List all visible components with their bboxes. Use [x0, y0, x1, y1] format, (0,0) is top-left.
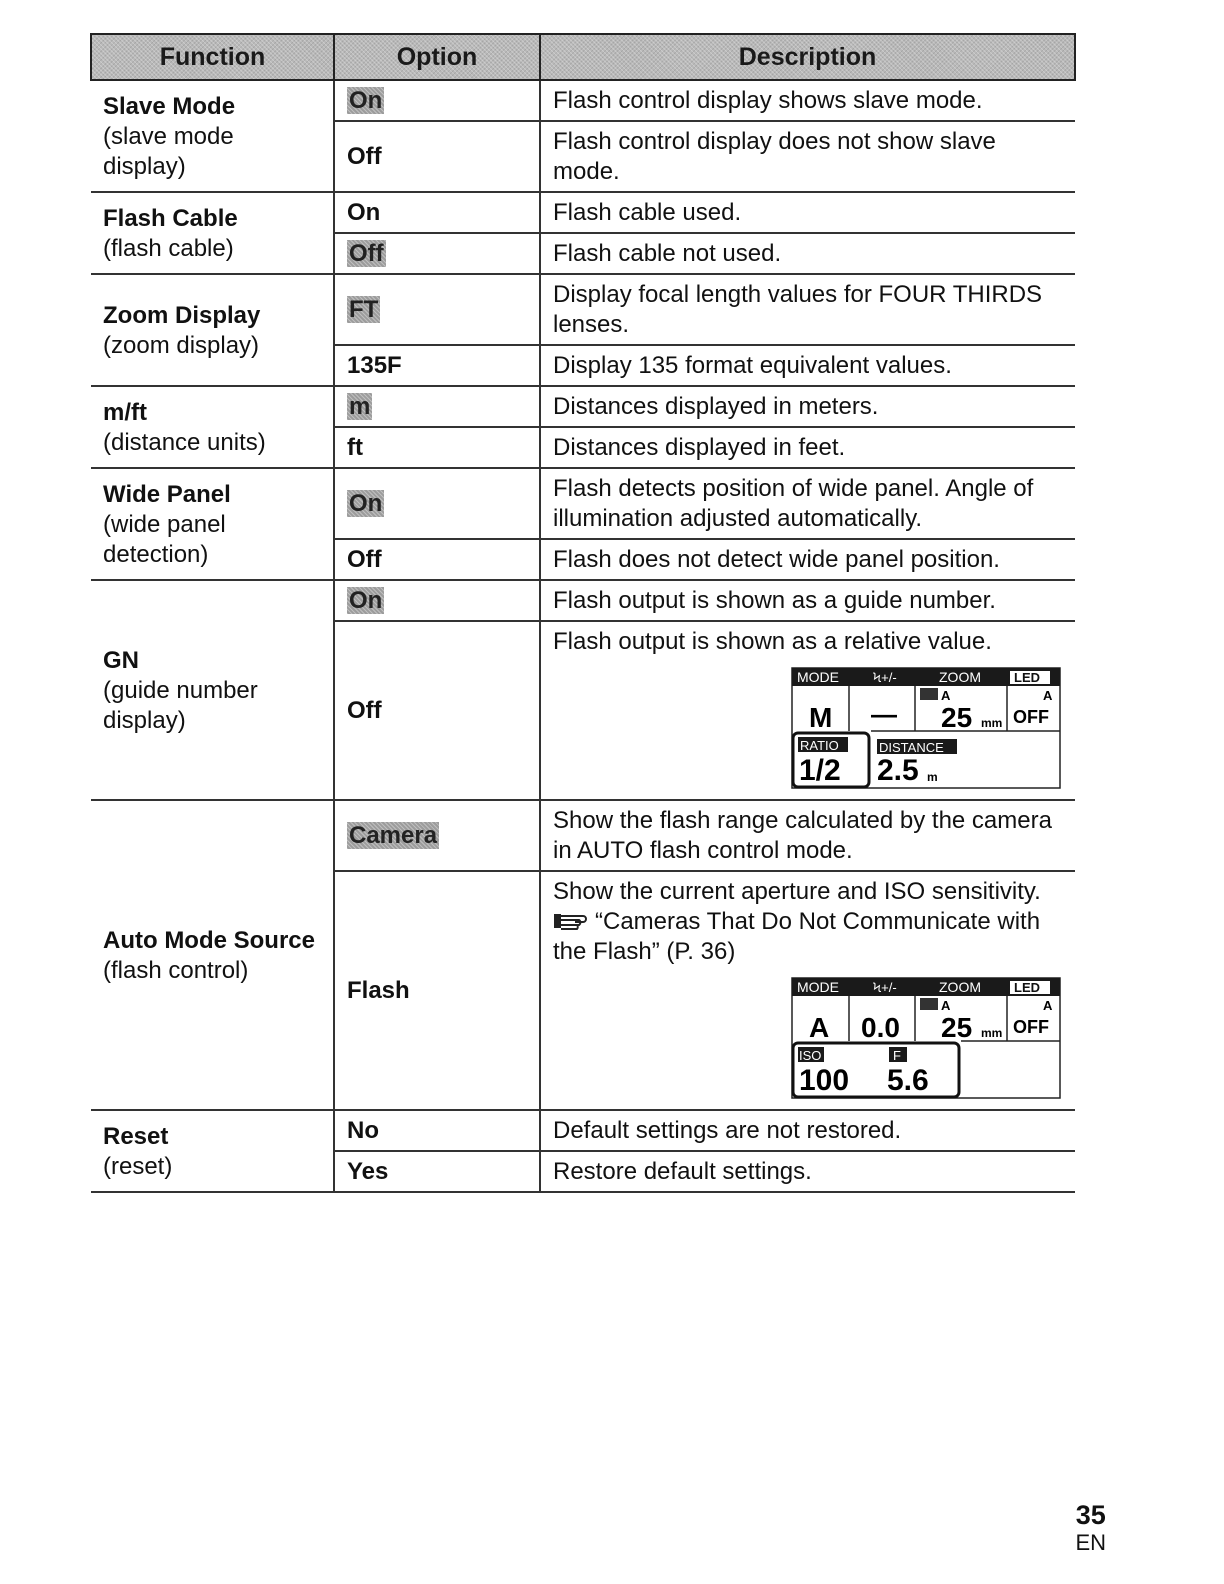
lcd-led-value: OFF	[1013, 1017, 1049, 1037]
option-cell	[334, 386, 540, 427]
header-function: Function	[91, 34, 334, 80]
function-cell-cable	[91, 192, 334, 274]
lcd-mode-label: MODE	[797, 979, 839, 995]
table-row	[91, 274, 1075, 345]
description-cell: Display 135 format equivalent values.	[540, 345, 1075, 386]
lcd-distance-value: 2.5	[877, 754, 919, 787]
description-text: Show the current aperture and ISO sensitivity.	[553, 878, 1041, 905]
option-cell: On	[334, 192, 540, 233]
table-row	[91, 386, 1075, 427]
lcd-comp-label: Ϟ+/-	[873, 670, 897, 685]
default-option: m	[349, 393, 371, 420]
description-cell: Default settings are not restored.	[540, 1110, 1075, 1151]
lcd-aperture-value: 5.6	[887, 1064, 929, 1097]
lcd-led-label: LED	[1014, 670, 1040, 685]
option-cell: 135F	[334, 345, 540, 386]
function-cell-gn	[91, 580, 334, 800]
lcd-zoom-label: ZOOM	[939, 979, 981, 995]
description-cell	[540, 871, 1075, 1110]
lcd-gn-graphic	[791, 667, 1061, 789]
lcd-comp-value: 0.0	[861, 1012, 900, 1043]
function-cell-auto	[91, 800, 334, 1110]
lcd-distance-label: DISTANCE	[879, 740, 944, 755]
option-cell: No	[334, 1110, 540, 1151]
function-cell-units	[91, 386, 334, 468]
lcd-led-auto: A	[1043, 688, 1053, 703]
lcd-ratio-label: RATIO	[800, 738, 839, 753]
description-cell: Distances displayed in meters.	[540, 386, 1075, 427]
table-row	[91, 80, 1075, 121]
table-row	[91, 1110, 1075, 1151]
lcd-zoom-label: ZOOM	[939, 669, 981, 685]
function-name: Wide Panel	[103, 480, 231, 508]
page-language: EN	[1075, 1530, 1106, 1555]
page-number-block	[1075, 1500, 1106, 1556]
function-subtitle: (distance units)	[103, 428, 266, 456]
function-cell-reset	[91, 1110, 334, 1192]
description-cell: Flash control display does not show slave mode.	[540, 121, 1075, 192]
default-option: Camera	[349, 822, 438, 849]
option-cell: ft	[334, 427, 540, 468]
option-cell: Yes	[334, 1151, 540, 1192]
default-option: On	[349, 587, 383, 614]
option-cell	[334, 468, 540, 539]
function-subtitle: (flash control)	[103, 956, 249, 984]
default-option: On	[349, 87, 383, 114]
function-subtitle: (guide number display)	[103, 676, 258, 734]
default-option: On	[349, 490, 383, 517]
option-cell	[334, 233, 540, 274]
option-cell	[334, 800, 540, 871]
lcd-mode-label: MODE	[797, 669, 839, 685]
function-subtitle: (wide panel detection)	[103, 510, 226, 568]
table-row	[91, 580, 1075, 621]
description-cell: Flash cable used.	[540, 192, 1075, 233]
function-name: GN	[103, 646, 139, 674]
pointing-hand-icon	[553, 911, 593, 931]
function-name: Reset	[103, 1122, 169, 1150]
function-cell-slave	[91, 80, 334, 192]
lcd-display-gn	[791, 667, 1061, 789]
lcd-comp-label: Ϟ+/-	[873, 980, 897, 995]
function-cell-zoom	[91, 274, 334, 386]
lcd-iso-label: ISO	[799, 1048, 822, 1063]
lcd-distance-unit: m	[927, 770, 938, 784]
function-name: Slave Mode	[103, 92, 236, 120]
description-cell: Flash output is shown as a guide number.	[540, 580, 1075, 621]
cross-reference	[553, 907, 1065, 967]
lcd-mode-value: M	[809, 702, 833, 733]
option-cell	[334, 274, 540, 345]
description-cell: Flash detects position of wide panel. Angle of illumination adjusted automatically.	[540, 468, 1075, 539]
lcd-comp-value: —	[871, 699, 897, 729]
description-cell: Distances displayed in feet.	[540, 427, 1075, 468]
lcd-zoom-auto: A	[941, 998, 951, 1013]
header-option: Option	[334, 34, 540, 80]
description-cell: Flash does not detect wide panel position.	[540, 539, 1075, 580]
lcd-mode-value: A	[809, 1012, 830, 1043]
lcd-display-auto	[791, 977, 1061, 1099]
function-name: Zoom Display	[103, 301, 261, 329]
function-name: Flash Cable	[103, 204, 238, 232]
lcd-f-label: F	[893, 1048, 901, 1063]
description-cell: Restore default settings.	[540, 1151, 1075, 1192]
lcd-zoom-unit: mm	[981, 1026, 1003, 1040]
lcd-ratio-value: 1/2	[799, 754, 841, 787]
option-cell: Off	[334, 621, 540, 800]
description-cell: Flash cable not used.	[540, 233, 1075, 274]
description-text: Flash output is shown as a relative value.	[553, 628, 992, 655]
description-cell	[540, 621, 1075, 800]
table-header	[91, 34, 1075, 80]
option-cell	[334, 580, 540, 621]
page-number: 35	[1075, 1500, 1106, 1530]
option-cell: Off	[334, 121, 540, 192]
cross-reference-text: “Cameras That Do Not Communicate with the Flash” (P. 36)	[553, 908, 1041, 965]
description-cell: Show the flash range calculated by the camera in AUTO flash control mode.	[540, 800, 1075, 871]
function-cell-wide	[91, 468, 334, 580]
lcd-zoom-unit: mm	[981, 716, 1003, 730]
table-row	[91, 468, 1075, 539]
function-table	[90, 33, 1076, 1193]
function-name: Auto Mode Source	[103, 926, 316, 954]
lcd-zoom-auto: A	[941, 688, 951, 703]
table-row	[91, 192, 1075, 233]
option-cell: Off	[334, 539, 540, 580]
default-option: Off	[349, 240, 384, 267]
lcd-iso-value: 100	[799, 1064, 850, 1097]
lcd-zoom-value: 25	[941, 1012, 973, 1043]
table-row	[91, 800, 1075, 871]
lcd-led-auto: A	[1043, 998, 1053, 1013]
lcd-zoom-value: 25	[941, 702, 973, 733]
description-cell: Display focal length values for FOUR THIRDS lenses.	[540, 274, 1075, 345]
lcd-led-label: LED	[1014, 980, 1040, 995]
function-subtitle: (reset)	[103, 1152, 173, 1180]
function-subtitle: (flash cable)	[103, 234, 234, 262]
option-cell: Flash	[334, 871, 540, 1110]
function-subtitle: (zoom display)	[103, 331, 260, 359]
function-name: m/ft	[103, 398, 147, 426]
default-option: FT	[349, 296, 379, 323]
lcd-led-value: OFF	[1013, 707, 1049, 727]
description-cell: Flash control display shows slave mode.	[540, 80, 1075, 121]
function-subtitle: (slave mode display)	[103, 122, 234, 180]
header-description: Description	[540, 34, 1075, 80]
option-cell	[334, 80, 540, 121]
lcd-auto-graphic	[791, 977, 1061, 1099]
